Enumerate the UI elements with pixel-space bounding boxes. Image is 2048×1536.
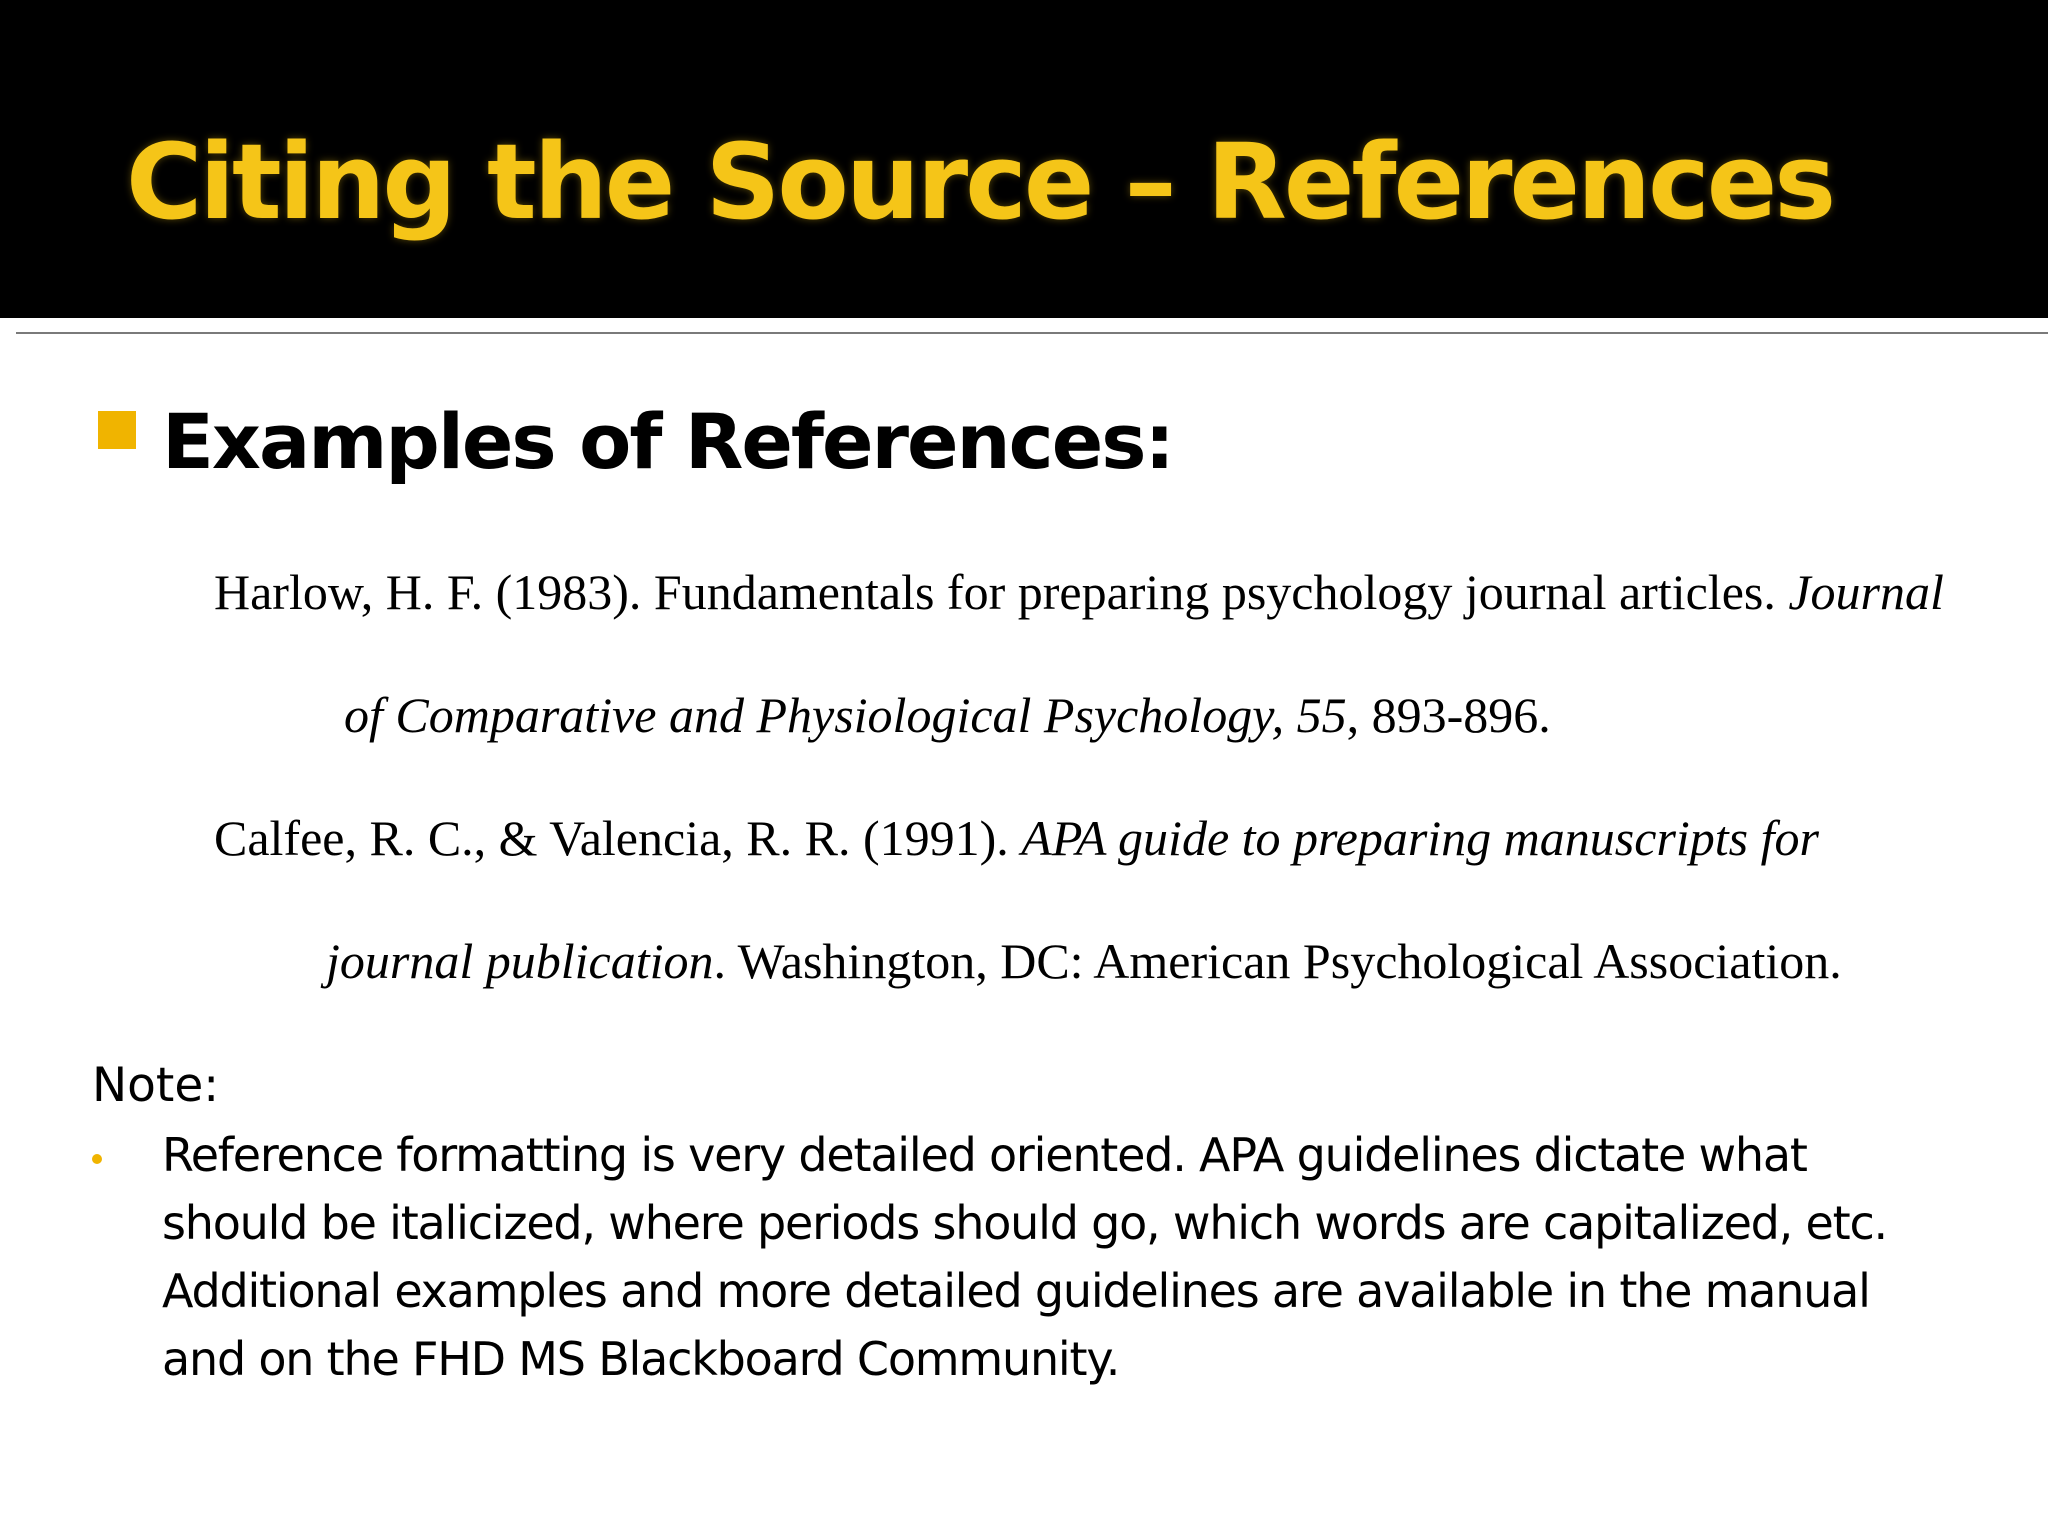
reference-2-line-2-text: . Washington, DC: American Psychological Association.	[713, 933, 1842, 989]
reference-2-line-1-text: Calfee, R. C., & Valencia, R. R. (1991).	[214, 810, 1022, 866]
reference-2-line-2	[326, 929, 1842, 993]
square-bullet-icon	[98, 411, 136, 449]
reference-1-line-2-italic: of Comparative and Physiological Psychology, 55	[344, 687, 1347, 743]
examples-heading: Examples of References:	[162, 397, 1173, 486]
reference-1-line-2	[344, 683, 1551, 747]
reference-2-line-1-italic: APA guide to preparing manuscripts for	[1021, 810, 1819, 866]
title-bar	[0, 0, 2048, 318]
reference-2-line-1	[214, 806, 1819, 870]
note-label: Note:	[92, 1058, 220, 1113]
reference-1-line-1-italic: Journal	[1788, 564, 1944, 620]
note-line: Reference formatting is very detailed oriented. APA guidelines dictate what	[162, 1128, 1807, 1182]
reference-1-line-1-text: Harlow, H. F. (1983). Fundamentals for preparing psychology journal articles.	[214, 564, 1789, 620]
reference-2-line-2-italic: journal publication	[326, 933, 714, 989]
divider-line	[16, 332, 2048, 334]
slide-title: Citing the Source – References	[126, 121, 1834, 243]
round-bullet-icon	[92, 1154, 102, 1164]
note-line: and on the FHD MS Blackboard Community.	[162, 1332, 1120, 1386]
reference-1-line-2-text: , 893-896.	[1346, 687, 1551, 743]
reference-1-line-1	[214, 560, 1944, 624]
note-line: should be italicized, where periods should go, which words are capitalized, etc.	[162, 1196, 1887, 1250]
note-text	[162, 1121, 2022, 1393]
note-line: Additional examples and more detailed guidelines are available in the manual	[162, 1264, 1870, 1318]
